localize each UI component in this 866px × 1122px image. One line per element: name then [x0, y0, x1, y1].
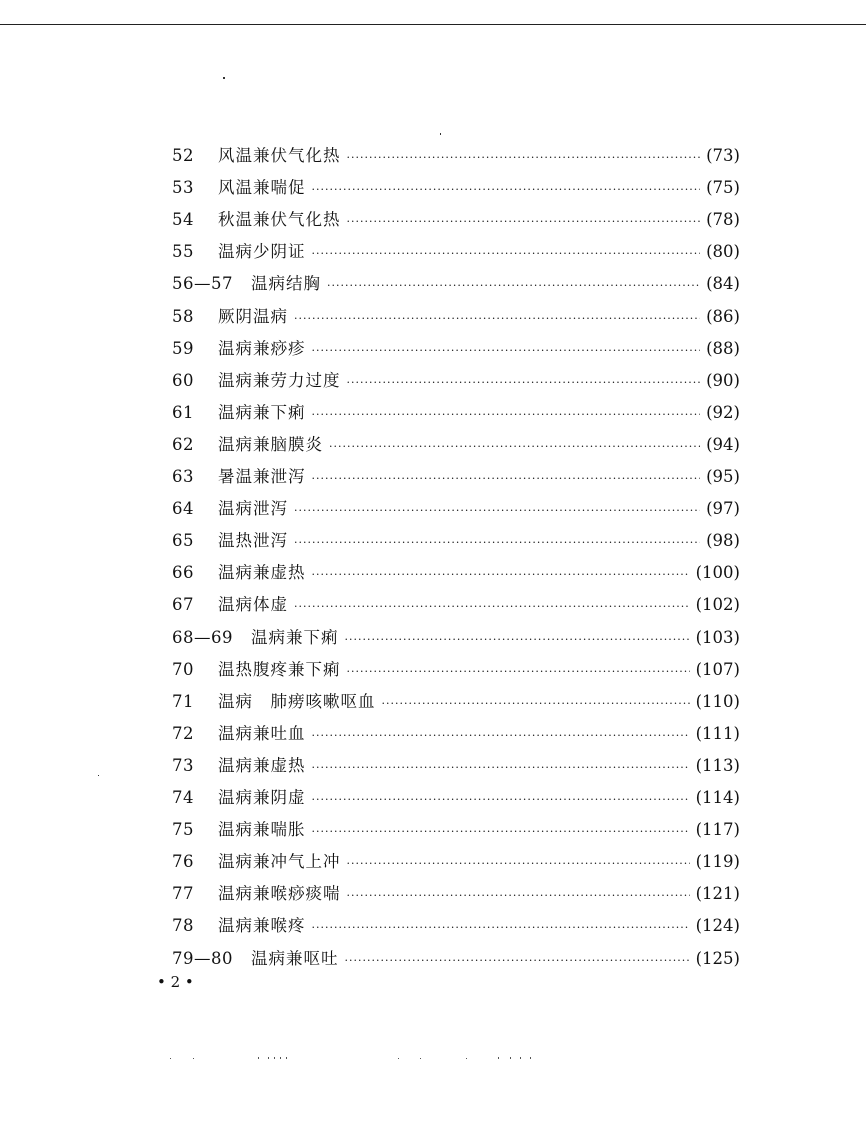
- dot-leader: [312, 913, 690, 943]
- entry-number: 71: [172, 692, 194, 711]
- entry-title: 风温兼伏气化热: [218, 146, 341, 165]
- entry-title: 温病结胸: [251, 274, 321, 293]
- toc-entry: [172, 205, 740, 235]
- entry-number: 52: [172, 146, 194, 165]
- entry-title: 温病兼虚热: [218, 756, 306, 775]
- entry-title: 风温兼喘促: [218, 178, 306, 197]
- toc-entry: [172, 655, 740, 685]
- dot-leader: [294, 496, 700, 526]
- dot-leader: [312, 175, 701, 205]
- entry-title: 温病兼喘胀: [218, 820, 306, 839]
- toc-entry: [172, 944, 740, 974]
- entry-number: 55: [172, 242, 194, 261]
- dot-leader: [345, 625, 690, 655]
- scan-noise: [170, 1054, 550, 1064]
- dot-leader: [312, 817, 690, 847]
- entry-number: 60: [172, 371, 194, 390]
- toc-entry: [172, 366, 740, 396]
- entry-page-number: (119): [695, 852, 740, 871]
- entry-title: 温病兼呕吐: [251, 949, 339, 968]
- entry-page-number: (73): [706, 146, 740, 165]
- entry-page-number: (78): [706, 210, 740, 229]
- entry-title: 温热泄泻: [218, 531, 288, 550]
- entry-page-number: (90): [706, 371, 740, 390]
- toc-entry: [172, 526, 740, 556]
- entry-number: 67: [172, 595, 194, 614]
- entry-title: 温病兼喉痧痰喘: [218, 884, 341, 903]
- dot-leader: [347, 368, 701, 398]
- entry-page-number: (100): [695, 563, 740, 582]
- entry-number: 56—57: [172, 274, 233, 293]
- entry-page-number: (92): [706, 403, 740, 422]
- dot-leader: [312, 239, 701, 269]
- entry-page-number: (125): [695, 949, 740, 968]
- entry-number: 54: [172, 210, 194, 229]
- dot-leader: [294, 528, 700, 558]
- entry-number: 62: [172, 435, 194, 454]
- toc-entry: [172, 141, 740, 171]
- entry-number: 58: [172, 307, 194, 326]
- toc-entry: [172, 847, 740, 877]
- dot-leader: [347, 849, 690, 879]
- page-number: • 2 •: [157, 973, 194, 991]
- toc-entry: [172, 719, 740, 749]
- entry-title: 温病兼喉疼: [218, 916, 306, 935]
- dot-leader: [312, 753, 690, 783]
- entry-title: 温病兼下痢: [251, 628, 339, 647]
- entry-page-number: (117): [695, 820, 740, 839]
- dot-leader: [347, 657, 690, 687]
- entry-number: 74: [172, 788, 194, 807]
- entry-number: 68—69: [172, 628, 233, 647]
- entry-page-number: (110): [695, 692, 740, 711]
- toc-entry: [172, 879, 740, 909]
- toc-entry: [172, 302, 740, 332]
- entry-number: 66: [172, 563, 194, 582]
- entry-number: 75: [172, 820, 194, 839]
- toc-entry: [172, 398, 740, 428]
- entry-number: 78: [172, 916, 194, 935]
- dot-leader: [312, 336, 701, 366]
- toc-entry: [172, 911, 740, 941]
- entry-title: 温病兼虚热: [218, 563, 306, 582]
- dot-leader: [312, 400, 701, 430]
- entry-title: 温病兼阴虚: [218, 788, 306, 807]
- dot-leader: [312, 721, 690, 751]
- entry-page-number: (86): [706, 307, 740, 326]
- dot-leader: [329, 432, 700, 462]
- toc-entry: [172, 173, 740, 203]
- entry-page-number: (95): [706, 467, 740, 486]
- entry-title: 温病少阴证: [218, 242, 306, 261]
- dot-leader: [312, 560, 690, 590]
- entry-number: 73: [172, 756, 194, 775]
- entry-page-number: (121): [695, 884, 740, 903]
- dot-leader: [294, 592, 690, 622]
- entry-number: 64: [172, 499, 194, 518]
- entry-page-number: (80): [706, 242, 740, 261]
- dot-leader: [347, 207, 701, 237]
- toc-entry: [172, 237, 740, 267]
- dot-leader: [382, 689, 690, 719]
- entry-number: 70: [172, 660, 194, 679]
- entry-page-number: (84): [706, 274, 740, 293]
- entry-title: 温病体虚: [218, 595, 288, 614]
- dot-leader: [294, 304, 700, 334]
- entry-page-number: (124): [695, 916, 740, 935]
- entry-number: 65: [172, 531, 194, 550]
- entry-title: 温病 肺痨咳嗽呕血: [218, 692, 376, 711]
- dot-leader: [327, 271, 700, 301]
- entry-page-number: (97): [706, 499, 740, 518]
- entry-page-number: (107): [695, 660, 740, 679]
- entry-number: 53: [172, 178, 194, 197]
- entry-page-number: (111): [695, 724, 740, 743]
- entry-page-number: (75): [706, 178, 740, 197]
- toc-entry: [172, 334, 740, 364]
- entry-page-number: (98): [706, 531, 740, 550]
- entry-title: 温病兼下痢: [218, 403, 306, 422]
- toc-entry: [172, 687, 740, 717]
- entry-title: 秋温兼伏气化热: [218, 210, 341, 229]
- entry-number: 76: [172, 852, 194, 871]
- toc-entry: [172, 815, 740, 845]
- entry-title: 温热腹疼兼下痢: [218, 660, 341, 679]
- entry-title: 厥阴温病: [218, 307, 288, 326]
- dot-leader: [345, 946, 690, 976]
- entry-number: 79—80: [172, 949, 233, 968]
- entry-page-number: (102): [695, 595, 740, 614]
- dot-leader: [312, 464, 701, 494]
- entry-page-number: (94): [706, 435, 740, 454]
- entry-number: 77: [172, 884, 194, 903]
- dot-leader: [347, 143, 701, 173]
- toc-entry: [172, 623, 740, 653]
- toc-entry: [172, 430, 740, 460]
- entry-title: 温病兼痧疹: [218, 339, 306, 358]
- toc-entry: [172, 590, 740, 620]
- entry-title: 温病兼吐血: [218, 724, 306, 743]
- entry-number: 63: [172, 467, 194, 486]
- entry-number: 72: [172, 724, 194, 743]
- entry-title: 温病兼劳力过度: [218, 371, 341, 390]
- entry-title: 温病兼脑膜炎: [218, 435, 323, 454]
- entry-title: 暑温兼泄泻: [218, 467, 306, 486]
- toc-entry: [172, 494, 740, 524]
- entry-number: 59: [172, 339, 194, 358]
- toc-entry: [172, 558, 740, 588]
- toc-entry: [172, 751, 740, 781]
- entry-page-number: (113): [695, 756, 740, 775]
- entry-title: 温病兼冲气上冲: [218, 852, 341, 871]
- entry-page-number: (103): [695, 628, 740, 647]
- toc-entry: [172, 783, 740, 813]
- toc-entry: [172, 462, 740, 492]
- dot-leader: [312, 785, 690, 815]
- entry-title: 温病泄泻: [218, 499, 288, 518]
- entry-number: 61: [172, 403, 194, 422]
- dot-leader: [347, 881, 690, 911]
- toc-entry: [172, 269, 740, 299]
- entry-page-number: (114): [695, 788, 740, 807]
- entry-page-number: (88): [706, 339, 740, 358]
